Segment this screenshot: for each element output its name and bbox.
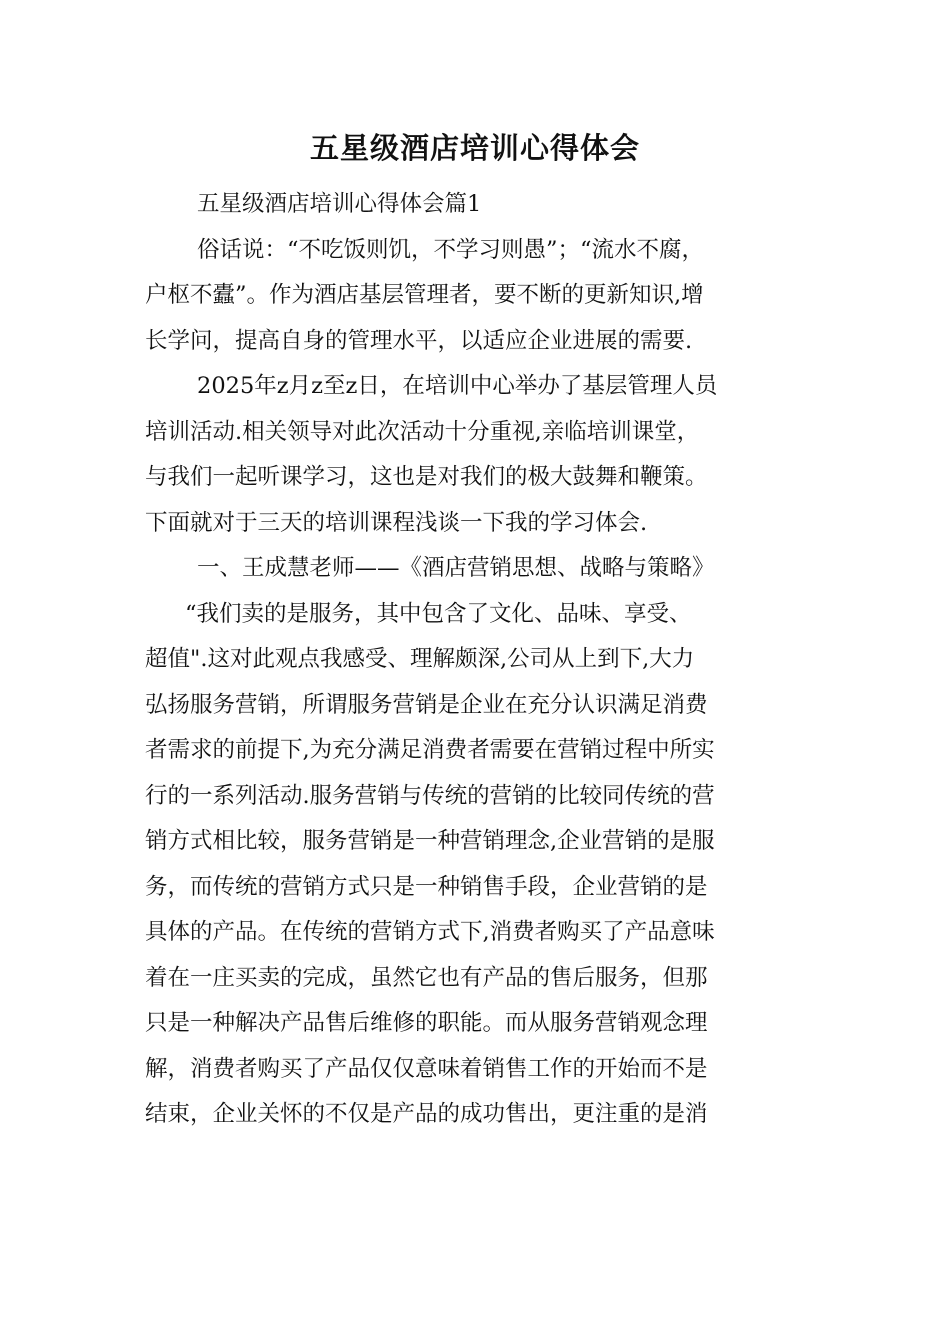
paragraph-line: 行的一系列活动.服务营销与传统的营销的比较同传统的营 [145, 782, 715, 809]
paragraph-line: “我们卖的是服务，其中包含了文化、品味、享受、 [185, 600, 692, 627]
paragraph-line: 弘扬服务营销，所谓服务营销是企业在充分认识满足消费 [145, 691, 708, 718]
paragraph-line: 务，而传统的营销方式只是一种销售手段，企业营销的是 [145, 873, 708, 900]
paragraph-line: 长学问，提高自身的管理水平，以适应企业进展的需要. [145, 327, 693, 354]
paragraph-line: 结束，企业关怀的不仅是产品的成功售出，更注重的是消 [145, 1101, 708, 1127]
paragraph-line: 培训活动.相关领导对此次活动十分重视,亲临培训课堂， [145, 418, 700, 445]
paragraph-line: 户枢不蠹”。作为酒店基层管理者，要不断的更新知识,增 [145, 282, 704, 308]
paragraph-line: 解，消费者购买了产品仅仅意味着销售工作的开始而不是 [145, 1055, 708, 1082]
paragraph-line: 俗话说：“不吃饭则饥，不学习则愚”；“流水不腐， [197, 236, 705, 263]
section-heading: 五星级酒店培训心得体会篇1 [197, 191, 482, 217]
paragraph-line: 2025年z月z至z日，在培训中心举办了基层管理人员 [197, 373, 718, 399]
document-body [145, 182, 807, 1138]
paragraph-line: 具体的产品。在传统的营销方式下,消费者购买了产品意味 [145, 919, 715, 945]
paragraph-line: 下面就对于三天的培训课程浅谈一下我的学习体会. [145, 509, 648, 536]
paragraph-line: 与我们一起听课学习，这也是对我们的极大鼓舞和鞭策。 [145, 464, 708, 490]
paragraph-line: 只是一种解决产品售后维修的职能。而从服务营销观念理 [145, 1010, 708, 1036]
document-title: 五星级酒店培训心得体会 [309, 131, 640, 165]
paragraph-line: 超值".这对此观点我感受、理解颇深,公司从上到下,大力 [145, 646, 695, 672]
paragraph-line: 销方式相比较，服务营销是一种营销理念,企业营销的是服 [145, 828, 715, 854]
subsection-heading: 一、王成慧老师——《酒店营销思想、战略与策略》 [197, 555, 715, 581]
paragraph-line: 者需求的前提下,为充分满足消费者需要在营销过程中所实 [145, 737, 715, 763]
paragraph-line: 着在一庄买卖的完成，虽然它也有产品的售后服务，但那 [145, 964, 708, 991]
